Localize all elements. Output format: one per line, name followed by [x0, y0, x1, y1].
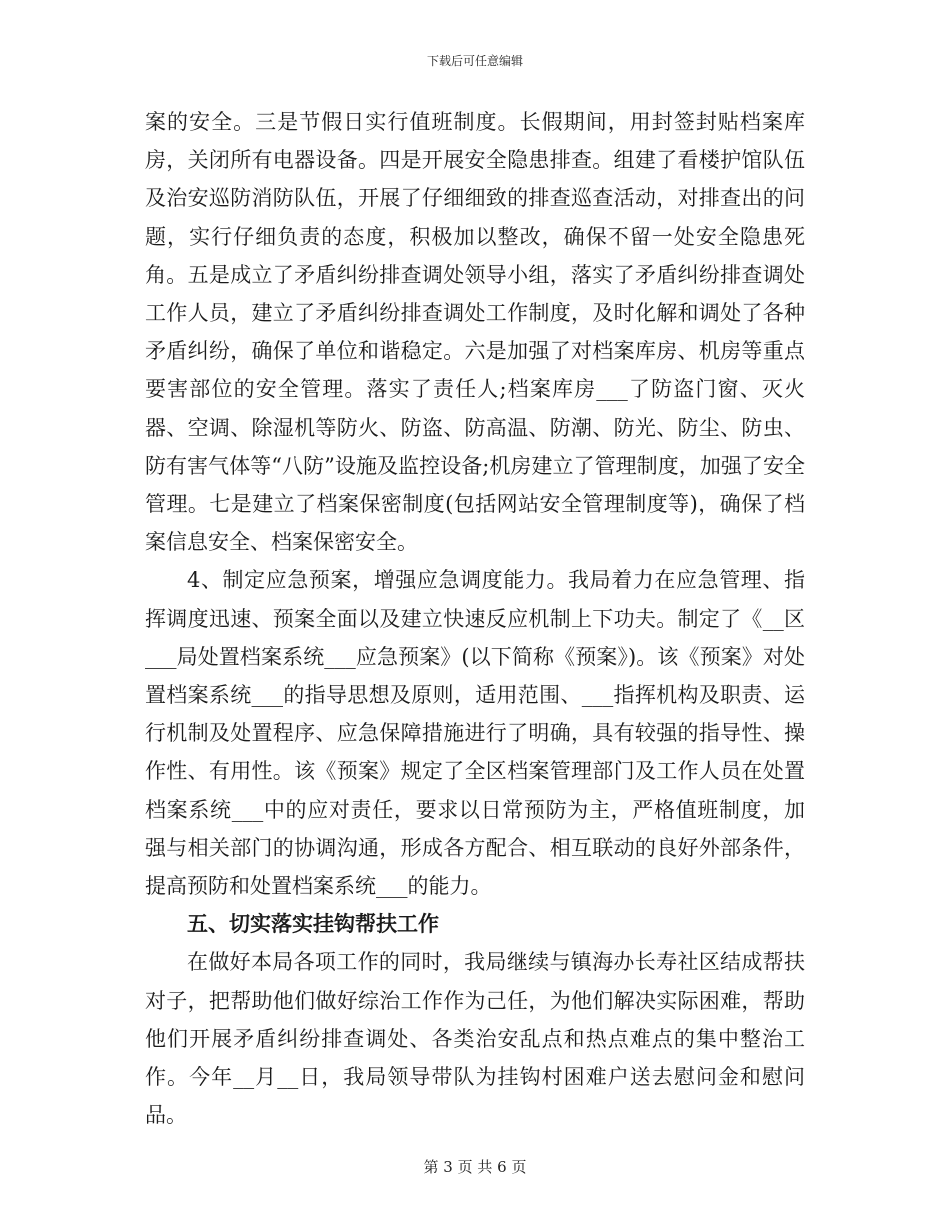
section-heading-5: 五、切实落实挂钩帮扶工作	[187, 911, 439, 937]
paragraph-emergency-plan: 4、制定应急预案，增强应急调度能力。我局着力在应急管理、指挥调度迅速、预案全面以及建立快速反应机制上下功夫。制定了《__区___局处置档案系统___应急预案》(以下简称《预案》)。该《预案》对处置档案系统___的指导思想及原则，适用范围、___指挥机构及职责、运行机制及处置程序、应急保障措施进行了明确，具有较强的指导性、操作性、有用性。该《预案》规定了全区档案管理部门及工作人员在处置档案系统___中的应对责任，要求以日常预防为主，严格值班制度，加强与相关部门的协调沟通，形成各方配合、相互联动的良好外部条件，提高预防和处置档案系统___的能力。	[145, 568, 805, 899]
paragraph-continuation: 案的安全。三是节假日实行值班制度。长假期间，用封签封贴档案库房，关闭所有电器设备。四是开展安全隐患排查。组建了看楼护馆队伍及治安巡防消防队伍，开展了仔细细致的排查巡查活动，对排查出的问题，实行仔细负责的态度，积极加以整改，确保不留一处安全隐患死角。五是成立了矛盾纠纷排查调处领导小组，落实了矛盾纠纷排查调处工作人员，建立了矛盾纠纷排查调处工作制度，及时化解和调处了各种矛盾纠纷，确保了单位和谐稳定。六是加强了对档案库房、机房等重点要害部位的安全管理。落实了责任人;档案库房___了防盗门窗、灭火器、空调、除湿机等防火、防盗、防高温、防潮、防光、防尘、防虫、防有害气体等“八防”设施及监控设备;机房建立了管理制度，加强了安全管理。七是建立了档案保密制度(包括网站安全管理制度等)，确保了档案信息安全、档案保密安全。	[145, 110, 805, 555]
page-footer: 第 3 页 共 6 页	[423, 1158, 527, 1176]
page-header: 下载后可任意编辑	[426, 54, 523, 68]
paragraph-assistance: 在做好本局各项工作的同时，我局继续与镇海办长寿社区结成帮扶对子，把帮助他们做好综治工作作为己任，为他们解决实际困难，帮助他们开展矛盾纠纷排查调处、各类治安乱点和热点难点的集中整治工作。今年__月__日，我局领导带队为挂钩村困难户送去慰问金和慰问品。	[145, 950, 805, 1128]
document-body	[145, 103, 805, 1134]
